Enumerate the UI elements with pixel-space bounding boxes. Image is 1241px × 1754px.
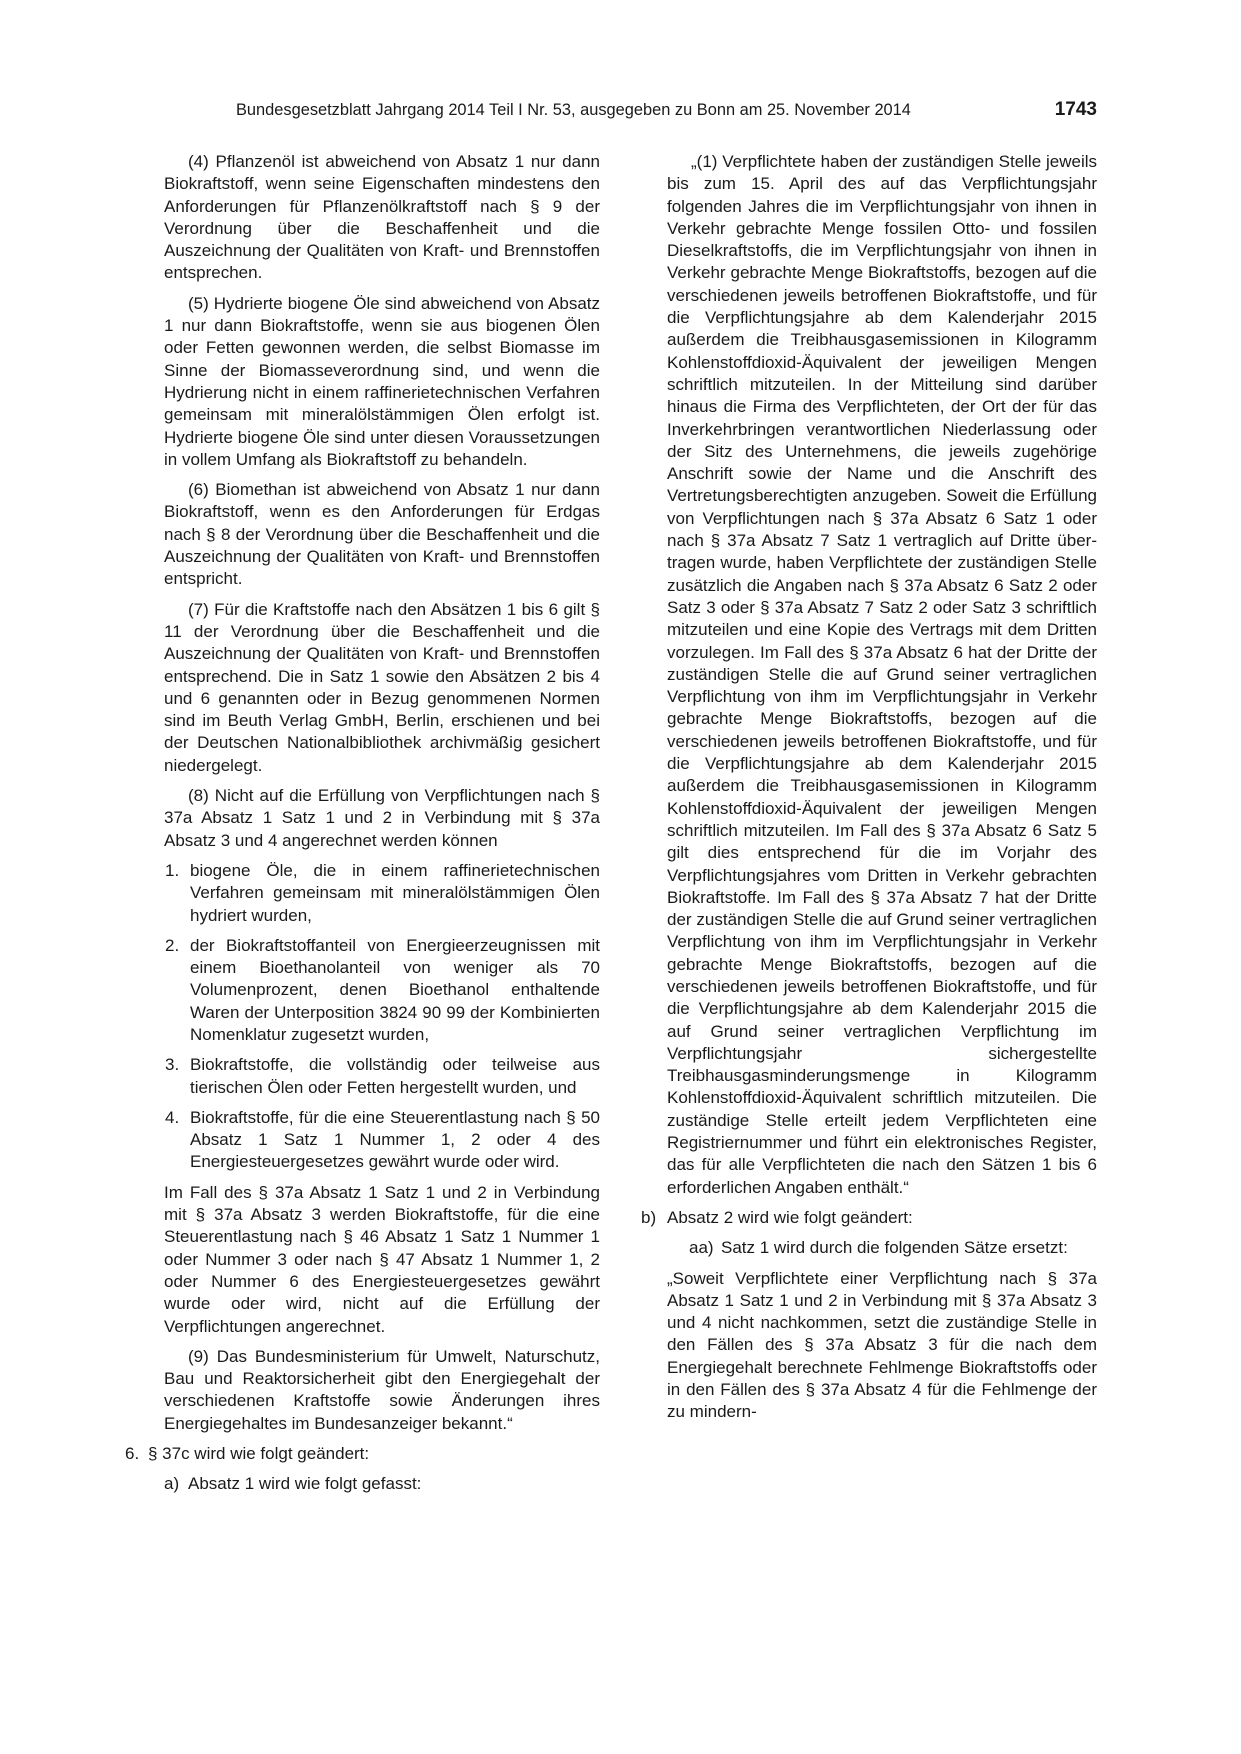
list-item <box>164 1054 600 1099</box>
paragraph-8-tail: Im Fall des § 37a Absatz 1 Satz 1 und 2 in Verbindung mit § 37a Absatz 3 werden Biokraftstoffe, für die eine Steuerentlastung nach § 46 Absatz 1 Satz 1 Nummer 1 oder Nummer 3 oder nach § 47 Absatz 1 Nummer 1, 2 oder Nummer 6 des Energiesteuergesetzes gewährt wurde oder wird, nicht auf die Erfüllung der Verpflichtungen angerechnet. <box>164 1182 600 1336</box>
amendment-item-b <box>641 1207 1097 1229</box>
item-number: 6. <box>125 1444 140 1464</box>
page-header <box>236 99 1097 125</box>
list-item-number: 3. <box>165 1055 180 1075</box>
list-item-text: biogene Öle, die in einem raffinerietechnischen Verfahren gemeinsam mit mineralölstämmigen Ölen hydriert wurden, <box>190 860 600 925</box>
paragraph-9: (9) Das Bundesministerium für Umwelt, Naturschutz, Bau und Reaktorsicherheit gibt den Energiegehalt der verschiedenen Kraftstoffe sowie Änderungen ihres Energiegehaltes im Bundesanzeiger bekannt.“ <box>164 1346 600 1433</box>
list-item-text: der Biokraftstoffanteil von Energieerzeugnissen mit einem Bioethanolanteil von weniger als 70 Volumenprozent, denen Bioethanol enthaltende Waren der Unterposition 3824 90 99 der Kombinierten Nomenklatur zugesetzt wurden, <box>190 935 600 1044</box>
item-letter: b) <box>641 1207 657 1227</box>
paragraph-7: (7) Für die Kraftstoffe nach den Absätzen 1 bis 6 gilt § 11 der Verordnung über die Beschaffenheit und die Auszeichnung der Qualitäten von Kraft- und Brennstoffen entsprechend. Die in Satz 1 sowie den Absätzen 2 bis 4 und 6 genannten oder in Bezug genommenen Normen sind im Beuth Verlag GmbH, Berlin, erschienen und bei der Deutschen Nationalbibliothek archivmäßig gesichert niedergelegt. <box>164 599 600 775</box>
paragraph-6: (6) Biomethan ist abweichend von Absatz 1 nur dann Biokraftstoff, wenn es den Anforderungen für Erdgas nach § 8 der Verordnung über die Beschaffenheit und die Auszeichnung der Qualitäten von Kraft- und Brennstoffen entspricht. <box>164 480 600 589</box>
paragraph-8: (8) Nicht auf die Erfüllung von Verpflichtungen nach § 37a Absatz 1 Satz 1 und 2 in Verbindung mit § 37a Absatz 3 und 4 angerechnet werden können <box>164 786 600 850</box>
paragraph-5: (5) Hydrierte biogene Öle sind abweichend von Absatz 1 nur dann Biokraftstoffe, wenn sie aus biogenen Ölen oder Fetten gewonnen werden, die selbst Biomasse im Sinne der Biomasseverordnung sind, und wenn die Hydrierung nicht in einem raffinerietechnischen Verfahren gemeinsam mit mineralölstämmigen Ölen erfolgt ist. Hydrierte biogene Öle sind unter diesen Voraussetzungen in vollem Umfang als Biokraftstoff zu behandeln. <box>164 293 600 469</box>
quoted-paragraph-1: „(1) Verpflichtete haben der zuständigen Stelle jeweils bis zum 15. April des auf das Verpflichtungsjahr folgenden Jahres die im Verpflichtungsjahr von ihnen in Verkehr gebrachte Menge fossilen Otto- und fossilen Dieselkraftstoffs, die im Verpflichtungsjahr von ihnen in Verkehr gebrachte Menge Biokraftstoffs, bezogen auf die verschiedenen jeweils betroffenen Biokraftstoffe, und für die Verpflichtungsjahre ab dem Kalenderjahr 2015 außerdem die Treibhausgasemissionen in Kilogramm Kohlenstoffdioxid-Äquivalent der jeweiligen Mengen schriftlich mitzuteilen. In der Mitteilung sind darüber hinaus die Firma des Verpflichteten, der Ort der für das Inverkehrbringen verantwortlichen Niederlassung oder der Sitz des Unternehmens, die jeweils zugehörige Anschrift sowie der Name und die Anschrift des Vertretungsberechtigten anzugeben. Soweit die Erfüllung von Verpflichtungen nach § 37a Absatz 6 Satz 1 oder nach § 37a Absatz 7 Satz 1 vertraglich auf Dritte übertragen wurde, haben Verpflichtete der zuständigen Stelle zusätzlich die Angaben nach § 37a Absatz 6 Satz 2 oder Satz 3 oder § 37a Absatz 7 Satz 2 oder Satz 3 schriftlich mitzuteilen und eine Kopie des Vertrags mit dem Dritten vorzulegen. Im Fall des § 37a Absatz 6 hat der Dritte der zuständigen Stelle die auf Grund seiner vertraglichen Verpflichtung von ihm im Verpflichtungsjahr in Verkehr gebrachte Menge Biokraftstoffs, bezogen auf die verschiedenen jeweils betroffenen Biokraftstoffe, und für die Verpflichtungsjahre ab dem Kalenderjahr 2015 außerdem die Treibhausgasemissionen in Kilogramm Kohlenstoffdioxid-Äquivalent der jeweiligen Mengen schriftlich mitzuteilen. Im Fall des § 37a Absatz 6 Satz 5 gilt dies entsprechend für die im Vorjahr des Verpflichtungsjahres vom Dritten in Verkehr gebrachten Biokraftstoffe. Im Fall des § 37a Absatz 7 hat der Dritte der zuständigen Stelle die auf Grund seiner vertraglichen Verpflichtung von ihm im Verpflichtungsjahr in Verkehr gebrachte Menge Biokraftstoffs, bezogen auf die verschiedenen jeweils betroffenen Biokraftstoffe, und für die Verpflichtungsjahre ab dem Kalenderjahr 2015 die auf Grund seiner vertraglichen Verpflichtung im Verpflichtungsjahr sichergestellte Treibhausgasminderungsmenge in Kilogramm Kohlenstoffdioxid-Äquivalent schriftlich mitzuteilen. Die zuständige Stelle erteilt jedem Verpflichteten eine Registriernummer und führt ein elektronisches Register, das für alle Verpflichteten die nach den Sätzen 1 bis 6 erforderlichen Angaben enthält.“ <box>667 152 1097 1197</box>
amendment-item-aa <box>689 1237 1097 1259</box>
list-item-number: 2. <box>165 935 180 955</box>
list-item-text: Biokraftstoffe, die vollständig oder teilweise aus tierischen Ölen oder Fetten hergestellt wurden, und <box>190 1055 600 1097</box>
page-number: 1743 <box>1054 99 1097 120</box>
left-column <box>125 151 600 1504</box>
journal-header: Bundesgesetzblatt Jahrgang 2014 Teil I Nr. 53, ausgegeben zu Bonn am 25. November 2014 <box>236 101 911 119</box>
amendment-item-a <box>164 1473 600 1495</box>
item-letter: a) <box>164 1474 180 1494</box>
item-text: Absatz 1 wird wie folgt gefasst: <box>188 1474 422 1494</box>
amendment-item-6 <box>125 1443 600 1465</box>
item-text: Satz 1 wird durch die folgenden Sätze ersetzt: <box>721 1238 1068 1258</box>
list-item <box>164 935 600 1046</box>
item-text: Absatz 2 wird wie folgt geändert: <box>667 1207 913 1227</box>
quoted-paragraph-2: „Soweit Verpflichtete einer Verpflichtung nach § 37a Absatz 1 Satz 1 und 2 in Verbindung mit § 37a Absatz 3 und 4 nicht nachkommen, setzt die zuständige Stelle in den Fällen des § 37a Absatz 3 für die nach dem Energiegehalt berechnete Fehlmenge Biokraftstoffs oder in den Fällen des § 37a Absatz 4 für die Fehlmenge der zu mindern- <box>667 1268 1097 1422</box>
list-item <box>164 860 600 927</box>
item-letter: aa) <box>689 1238 714 1258</box>
list-item-number: 1. <box>165 860 180 880</box>
list-item <box>164 1107 600 1174</box>
paragraph-4: (4) Pflanzenöl ist abweichend von Absatz 1 nur dann Biokraftstoff, wenn seine Eigenschaften mindestens den Anforderungen für Pflanzenölkraftstoff nach § 9 der Verordnung über die Beschaffenheit und die Auszeichnung der Qualitäten von Kraft- und Brennstoffen entsprechen. <box>164 152 600 283</box>
list-item-text: Biokraftstoffe, für die eine Steuerentlastung nach § 50 Absatz 1 Satz 1 Nummer 1, 2 oder 4 des Energiesteuergesetzes gewährt wurde oder wird. <box>190 1107 600 1172</box>
item-text: § 37c wird wie folgt geändert: <box>148 1444 370 1464</box>
right-column <box>641 151 1097 1432</box>
list-item-number: 4. <box>165 1107 180 1127</box>
